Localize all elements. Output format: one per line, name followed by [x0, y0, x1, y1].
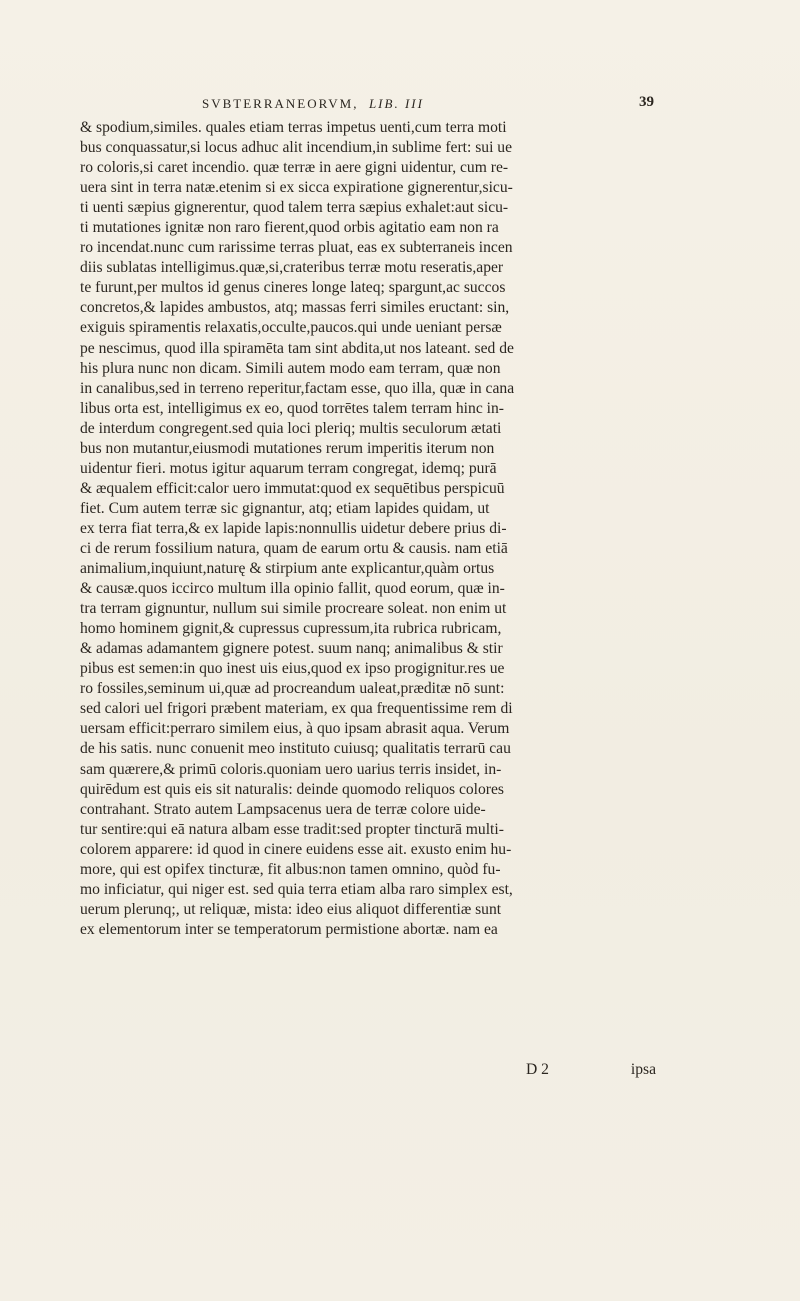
running-title — [202, 96, 424, 112]
text-line: his plura nunc non dicam. Simili autem modo eam terram, quæ non — [80, 359, 501, 377]
text-line: pe nescimus, quod illa spiramēta tam sint abdita,ut nos lateant. sed de — [80, 339, 514, 357]
text-line: de his satis. nunc conuenit meo instituto cuiusq; qualitatis terrarū cau — [80, 740, 511, 758]
text-line: quirēdum est quis eis sit naturalis: deinde quomodo reliquos colores — [80, 780, 504, 798]
running-header — [202, 96, 654, 112]
text-line: diis sublatas intelligimus.quæ,si,crateribus terræ motu reseratis,aper — [80, 259, 504, 277]
text-line: & spodium,similes. quales etiam terras impetus uenti,cum terra moti — [80, 119, 507, 136]
text-line: de interdum congregent.sed quia loci pleriq; multis seculorum ætati — [80, 419, 502, 437]
text-line: libus orta est, intelligimus ex eo, quod torrētes talem terram hinc in- — [80, 399, 504, 417]
text-line: mo inficiatur, qui niger est. sed quia terra etiam alba raro simplex est, — [80, 880, 513, 898]
text-line: ti mutationes ignitæ non raro fierent,quod orbis agitatio eam non ra — [80, 219, 499, 237]
text-line: homo hominem gignit,& cupressus cupressum,ita rubrica rubricam, — [80, 620, 502, 638]
text-line: ro incendat.nunc cum rarissime terras pluat, eas ex subterraneis incen — [80, 239, 513, 257]
text-line: in canalibus,sed in terreno reperitur,factam esse, quo illa, quæ in cana — [80, 379, 515, 397]
text-line: uersam efficit:perraro similem eius, à quo ipsam abrasit aqua. Verum — [80, 720, 510, 738]
text-line: sed calori uel frigori præbent materiam, ex qua frequentissime rem di — [80, 700, 513, 718]
text-line: ro coloris,si caret incendio. quæ terræ in aere gigni uidentur, cum re- — [80, 159, 509, 177]
text-line: bus non mutantur,eiusmodi mutationes rerum imperitis iterum non — [80, 439, 495, 457]
text-line: more, qui est opifex tincturæ, fit albus:non tamen omnino, quòd fu- — [80, 860, 501, 878]
running-title-text: SVBTERRANEORVM, — [202, 96, 359, 111]
text-line: bus conquassatur,si locus adhuc alit incendium,in sublime fert: sui ue — [80, 139, 513, 157]
text-line: uerum plerunq;, ut reliquæ, mista: ideo eius aliquot differentiæ sunt — [80, 900, 502, 918]
text-line: contrahant. Strato autem Lampsacenus uera de terræ colore uide- — [80, 800, 486, 818]
signature-mark: D 2 — [526, 1061, 549, 1078]
text-line: exiguis spiramentis relaxatis,occulte,paucos.qui unde ueniant persæ — [80, 319, 502, 337]
text-line: te furunt,per multos id genus cineres longe lateq; spargunt,ac succos — [80, 279, 506, 297]
catchword: ipsa — [630, 1061, 656, 1078]
text-line: concretos,& lapides ambustos, atq; massas ferri similes eructant: sin, — [80, 299, 510, 317]
book-number: LIB. III — [368, 96, 424, 111]
text-line: ex elementorum inter se temperatorum permistione abortæ. nam ea — [80, 920, 498, 938]
text-line: sam quærere,& primū coloris.quoniam uero uarius terris insidet, in- — [80, 760, 502, 778]
text-line: colorem apparere: id quod in cinere euidens esse ait. exusto enim hu- — [80, 840, 512, 858]
text-line: ci de rerum fossilium natura, quam de earum ortu & causis. nam etiā — [80, 539, 508, 557]
text-line: uidentur fieri. motus igitur aquarum terram congregat, idemq; purā — [80, 459, 497, 477]
text-line: ex terra fiat terra,& ex lapide lapis:nonnullis uidetur debere prius di- — [80, 519, 507, 537]
text-line: & æqualem efficit:calor uero immutat:quod ex sequētibus perspicuū — [80, 479, 505, 497]
page-footer — [80, 1061, 656, 1083]
text-line: ti uenti sæpius gignerentur, quod talem terra sæpius exhalet:aut sicu- — [80, 199, 509, 217]
folio-number: 39 — [639, 94, 654, 110]
body-text — [80, 118, 656, 940]
text-line: uera sint in terra natæ.etenim si ex sicca expiratione gignerentur,sicu- — [80, 179, 513, 197]
text-line: pibus est semen:in quo inest uis eius,quod ex ipso progignitur.res ue — [80, 660, 505, 678]
text-line: tur sentire:qui eā natura albam esse tradit:sed propter tincturā multi- — [80, 820, 504, 838]
text-line: & adamas adamantem gignere potest. suum nanq; animalibus & stir — [80, 640, 503, 658]
text-line: fiet. Cum autem terræ sic gignantur, atq; etiam lapides quidam, ut — [80, 499, 490, 517]
text-line: & causæ.quos iccirco multum illa opinio fallit, quod eorum, quæ in- — [80, 580, 505, 598]
text-line: tra terram gignuntur, nullum sui simile procreare soleat. non enim ut — [80, 600, 507, 618]
text-line: ro fossiles,seminum ui,quæ ad procreandum ualeat,præditæ nō sunt: — [80, 680, 505, 698]
text-line: animalium,inquiunt,naturę & stirpium ante explicantur,quàm ortus — [80, 560, 495, 578]
